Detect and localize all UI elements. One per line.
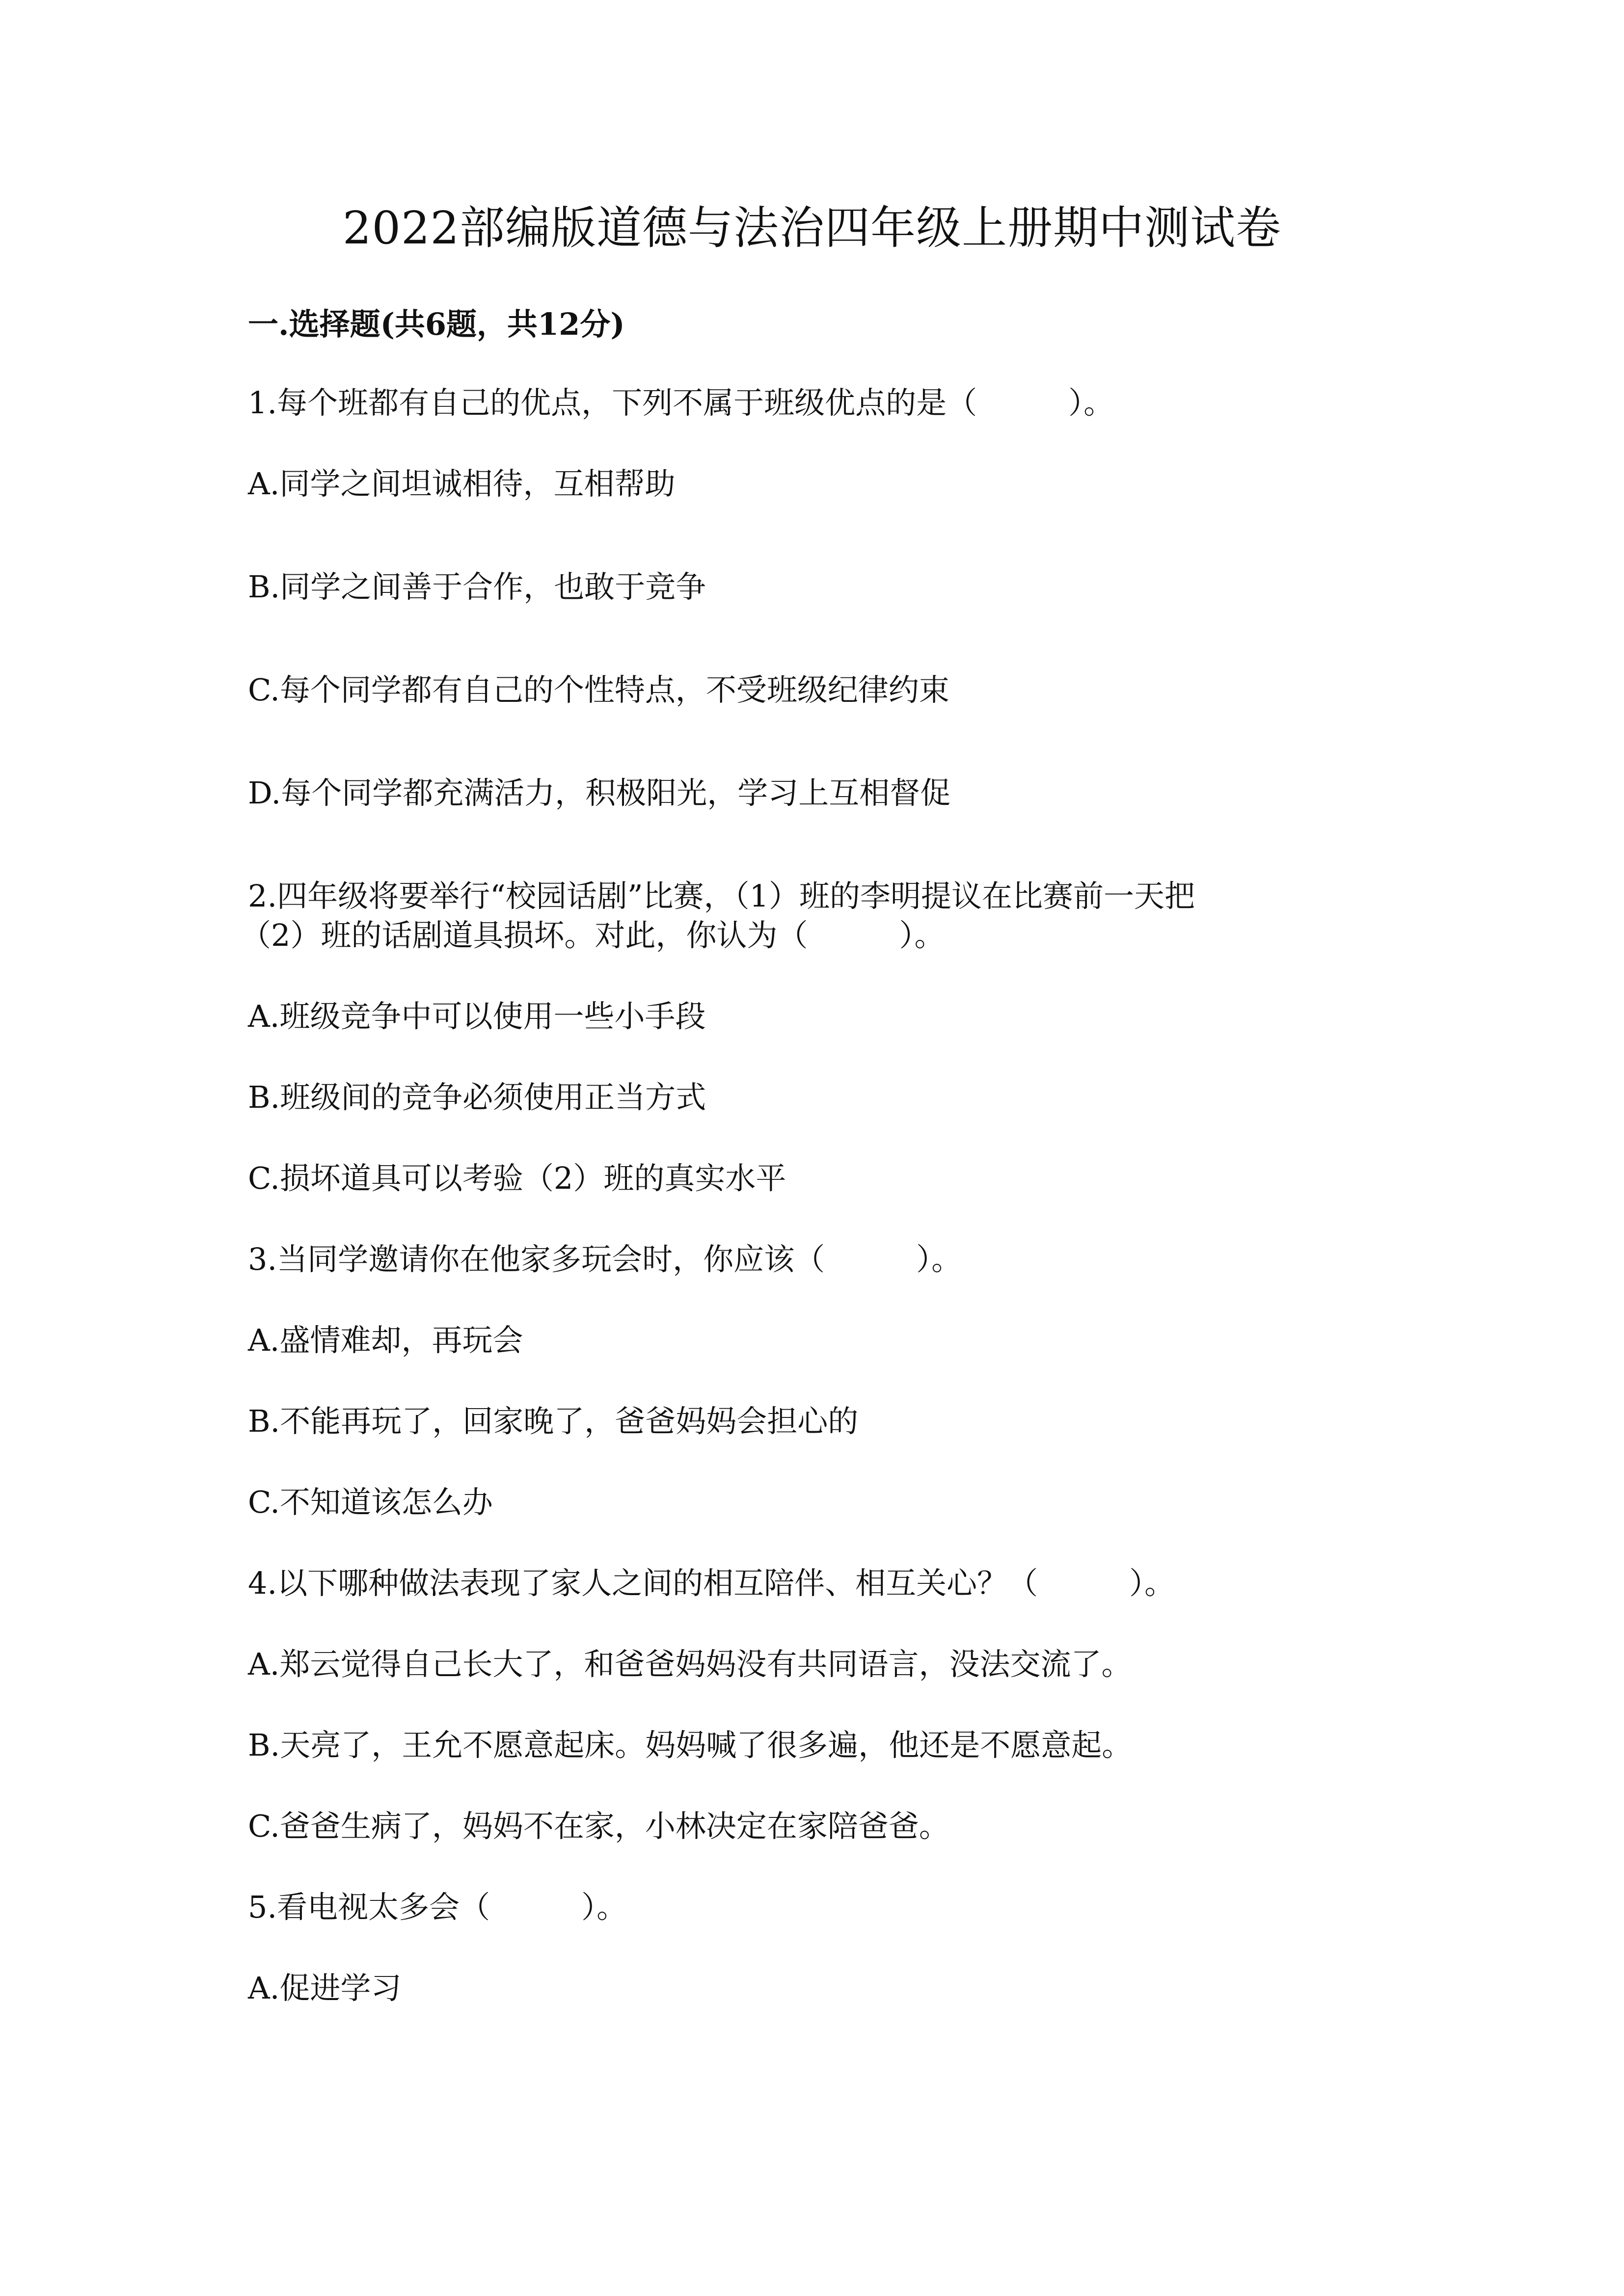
question-1-option-c: C.每个同学都有自己的个性特点，不受班级纪律约束	[248, 672, 949, 708]
question-2-option-b: B.班级间的竞争必须使用正当方式	[248, 1079, 706, 1115]
question-4-option-c: C.爸爸生病了，妈妈不在家，小林决定在家陪爸爸。	[248, 1808, 949, 1844]
question-3-option-c: C.不知道该怎么办	[248, 1484, 493, 1520]
question-3-stem: 3.当同学邀请你在他家多玩会时，你应该（ ）。	[248, 1241, 962, 1277]
question-2-option-a: A.班级竞争中可以使用一些小手段	[248, 998, 706, 1034]
question-1-option-d: D.每个同学都充满活力，积极阳光，学习上互相督促	[248, 775, 951, 811]
question-3-option-b: B.不能再玩了，回家晚了，爸爸妈妈会担心的	[248, 1403, 859, 1439]
page-title: 2022部编版道德与法治四年级上册期中测试卷	[342, 202, 1282, 254]
question-2-stem: 2.四年级将要举行“校园话剧”比赛，（1）班的李明提议在比赛前一天把	[248, 878, 1195, 914]
question-5-stem: 5.看电视太多会（ ）。	[248, 1889, 627, 1925]
question-1-stem: 1.每个班都有自己的优点，下列不属于班级优点的是（ ）。	[248, 385, 1114, 421]
question-4-option-a: A.郑云觉得自己长大了，和爸爸妈妈没有共同语言，没法交流了。	[248, 1646, 1132, 1682]
section-heading: 一.选择题(共6题，共12分)	[248, 306, 625, 342]
question-4-stem: 4.以下哪种做法表现了家人之间的相互陪伴、相互关心？（ ）。	[248, 1565, 1175, 1601]
question-5-option-a: A.促进学习	[248, 1970, 402, 2006]
question-4-option-b: B.天亮了，王允不愿意起床。妈妈喊了很多遍，他还是不愿意起。	[248, 1727, 1133, 1763]
question-1-option-a: A.同学之间坦诚相待，互相帮助	[248, 466, 676, 502]
question-3-option-a: A.盛情难却，再玩会	[248, 1322, 523, 1358]
question-2-stem-continued: （2）班的话剧道具损坏。对此，你认为（ ）。	[241, 917, 945, 953]
question-1-option-b: B.同学之间善于合作，也敢于竞争	[248, 569, 706, 605]
question-2-option-c: C.损坏道具可以考验（2）班的真实水平	[248, 1160, 786, 1196]
